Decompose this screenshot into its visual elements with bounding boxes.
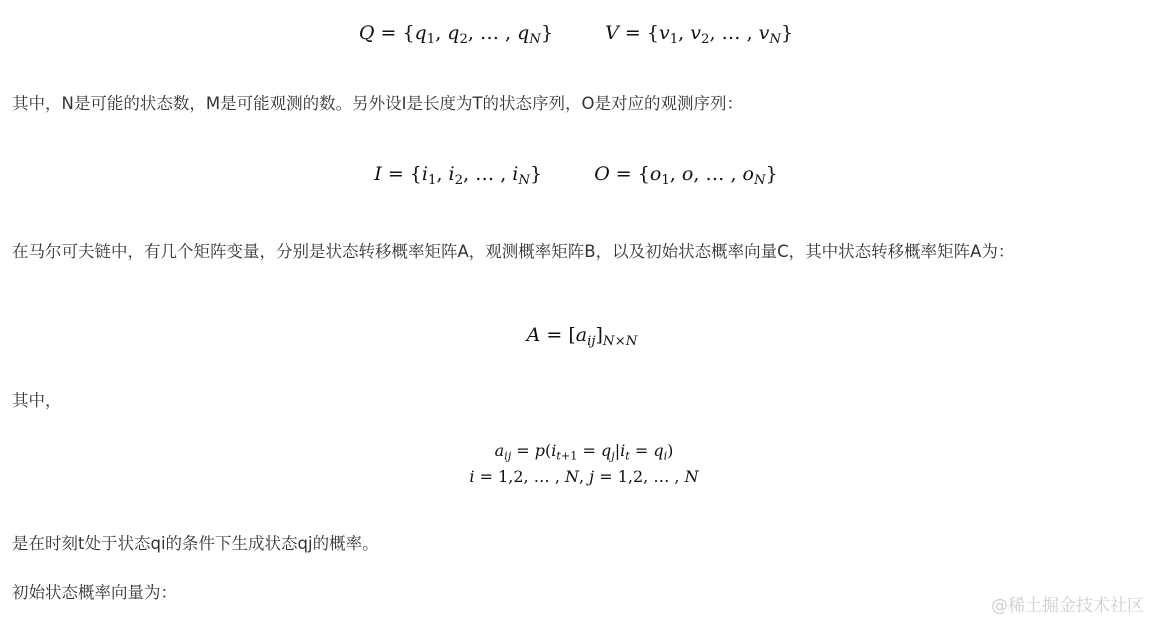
formula-transition-probability bbox=[8, 438, 1152, 490]
paragraph-initial-vector: 初始状态概率向量为： bbox=[12, 583, 177, 602]
paragraph-matrix-intro: 在马尔可夫链中，有几个矩阵变量，分别是状态转移概率矩阵A，观测概率矩阵B，以及初始状态概率向量C，其中状态转移概率矩阵A为： bbox=[12, 242, 1015, 261]
formula-state-set: $Q = \{q_1$, $q_2$, … , $q_N$} bbox=[358, 22, 560, 47]
formula-observation-sequence: $O = \{o_1$, o, … , $o_N$} bbox=[594, 163, 778, 188]
paragraph-probability-meaning: 是在时刻t处于状态qi的条件下生成状态qj的概率。 bbox=[12, 534, 379, 553]
formula-state-sequence: $I = \{i_1$, $i_2$, … , $i_N$} bbox=[374, 163, 549, 188]
formula-sequences bbox=[0, 163, 1152, 188]
formula-state-observation-sets bbox=[0, 22, 1152, 47]
formula-transition-probability-line1: $a_{ij} = p(i_{t+1} = q_j|i_t = q_i)$ bbox=[494, 441, 674, 463]
formula-index-range: i = 1,2, … , N, j = 1,2, … , N bbox=[469, 467, 699, 486]
paragraph-where: 其中， bbox=[12, 391, 62, 410]
formula-transition-matrix: $A = [a_{ij}]_{N\times N}$ bbox=[526, 324, 638, 349]
paragraph-state-definitions: 其中，N是可能的状态数，M是可能观测的数。另外设I是长度为T的状态序列，O是对应的观测序列： bbox=[12, 94, 744, 113]
watermark-juejin: @稀土掘金技术社区 bbox=[991, 596, 1144, 616]
formula-observation-set: $V = \{v_1$, $v_2$, … , $v_N$} bbox=[605, 22, 794, 47]
